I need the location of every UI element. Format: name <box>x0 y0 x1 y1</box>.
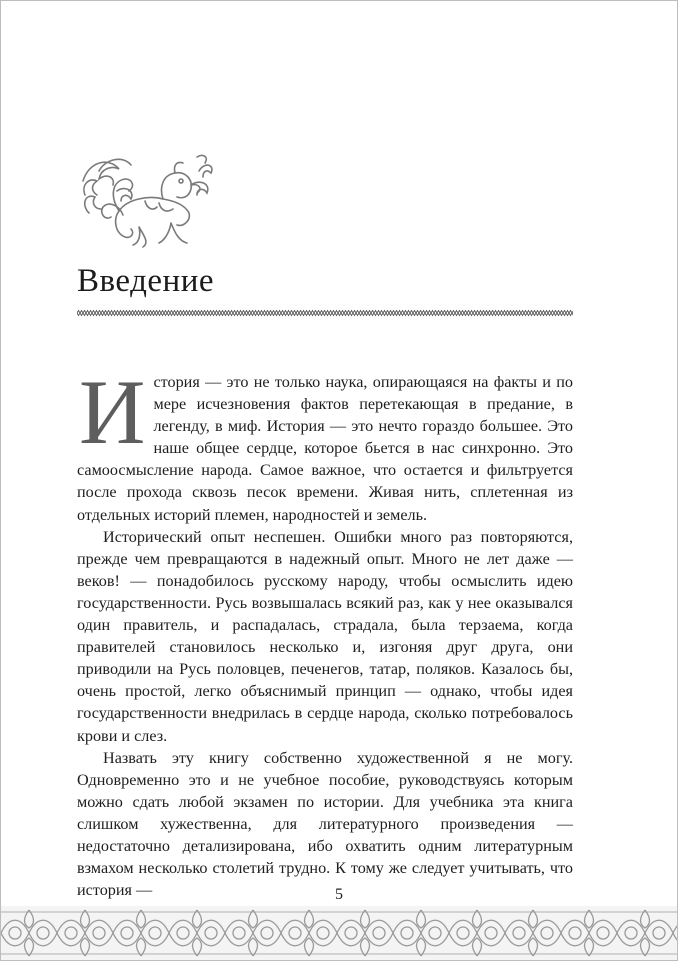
ornamental-beast-icon <box>79 151 219 251</box>
ornamental-knot-border <box>1 906 677 960</box>
text-body <box>77 361 573 901</box>
paragraph-2: Исторический опыт неспешен. Ошибки много раз повторяются, прежде чем превращаются в надежный опыт. Много не лет даже — веков! — понадобилось русскому народу, чтобы осмыслить идею государственности. Русь возвышалась всякий раз, как у нее оказывался один правитель, и распадалась, страдала, была терзаема, когда правителей становилось несколько и, изгоняя друг друга, они приводили на Русь половцев, печенегов, татар, поляков. Казалось бы, очень простой, легко объяснимый принцип — однако, чтобы идея государственности внедрилась в сердце народа, сколько потребовалось крови и слез. <box>77 527 573 745</box>
dropcap-letter: И <box>79 361 146 463</box>
page-number: 5 <box>335 886 343 903</box>
paragraph-first <box>77 361 573 526</box>
ornamental-rule <box>77 309 573 317</box>
paragraph-3: Назвать эту книгу собственно художественной я не могу. Одновременно это и не учебное пособие, руководствуясь которым можно сдать любой экзамен по истории. Для учебника эта книга слишком хужественна, для литературного произведения —недостаточно детализирована, ибо охватить одним литературным взмахом несколько столетий трудно. К тому же следует учитывать, что история — <box>77 748 573 900</box>
paragraph-first-text: стория — это не только наука, опирающаяся на факты и по мере исчезновения фактов перетекающая в предание, в легенду, в миф. История — это нечто гораздо большее. Это наше общее сердце, которое бьется в нас синхронно. Это самоосмысление народа. Самое важное, что остается и фильтруется после прохода сквозь песок времени. Живая нить, сплетенная из отдельных историй племен, народностей и земель. <box>77 373 573 524</box>
page-title: Введение <box>77 263 215 299</box>
